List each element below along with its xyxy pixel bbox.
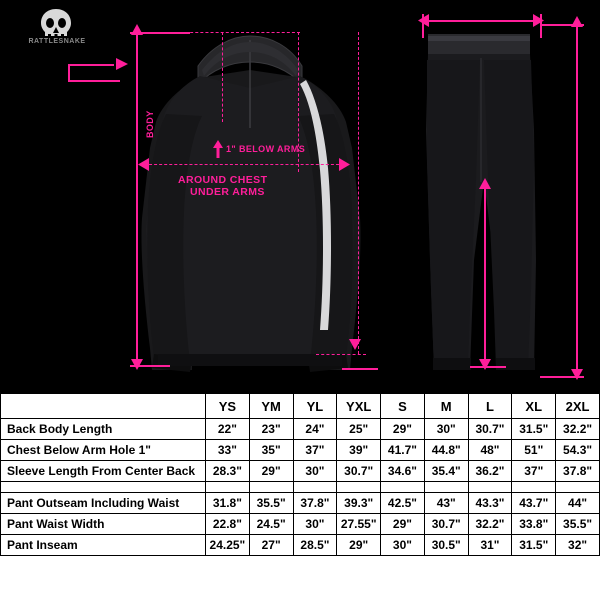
cell: 29" <box>337 535 381 556</box>
sleeve-end-tick <box>342 368 378 370</box>
cell: 22" <box>206 419 250 440</box>
cell: 42.5" <box>381 493 425 514</box>
inseam-arrow-down-icon <box>478 358 492 370</box>
spacer-cell <box>556 482 600 493</box>
pants-illustration <box>400 10 590 390</box>
shoulder-tick-left <box>68 64 70 80</box>
cell: 33.8" <box>512 514 556 535</box>
header-size-ym: YM <box>249 394 293 419</box>
waist-left-tick <box>422 14 424 38</box>
table-group-spacer <box>1 482 600 493</box>
row-label-pant-outseam: Pant Outseam Including Waist <box>1 493 206 514</box>
cell: 37.8" <box>556 461 600 482</box>
table-row <box>1 461 600 482</box>
outseam-bottom-tick <box>540 376 584 378</box>
cell: 30" <box>293 514 337 535</box>
cell: 35.5" <box>556 514 600 535</box>
outseam-arrow-down-icon <box>570 368 584 380</box>
cell: 43" <box>424 493 468 514</box>
header-size-yl: YL <box>293 394 337 419</box>
spacer-label <box>1 482 206 493</box>
cell: 32" <box>556 535 600 556</box>
cell: 25" <box>337 419 381 440</box>
spacer-cell <box>424 482 468 493</box>
cell: 30.7" <box>337 461 381 482</box>
header-size-yxl: YXL <box>337 394 381 419</box>
header-size-m: M <box>424 394 468 419</box>
cell: 24" <box>293 419 337 440</box>
neck-guide-line <box>222 32 223 122</box>
spacer-cell <box>468 482 512 493</box>
table-row <box>1 535 600 556</box>
cell: 33" <box>206 440 250 461</box>
chest-arrow-left-icon <box>138 158 150 171</box>
waist-width-line <box>422 20 540 22</box>
annotation-under-arms-label: UNDER ARMS <box>190 186 265 198</box>
cell: 32.2" <box>556 419 600 440</box>
spacer-cell <box>337 482 381 493</box>
outseam-line <box>576 24 578 376</box>
chest-arrow-right-icon <box>338 158 350 171</box>
spacer-cell <box>206 482 250 493</box>
inseam-arrow-up-icon <box>478 178 492 190</box>
pants-svg <box>400 10 590 390</box>
cell: 31.8" <box>206 493 250 514</box>
cell: 32.2" <box>468 514 512 535</box>
cell: 30" <box>293 461 337 482</box>
outseam-top-tick <box>540 24 584 26</box>
cell: 37.8" <box>293 493 337 514</box>
shoulder-guide-line <box>180 32 300 33</box>
header-size-ys: YS <box>206 394 250 419</box>
cell: 43.3" <box>468 493 512 514</box>
cell: 54.3" <box>556 440 600 461</box>
cell: 43.7" <box>512 493 556 514</box>
cell: 24.25" <box>206 535 250 556</box>
cell: 34.6" <box>381 461 425 482</box>
size-chart-table <box>0 393 600 556</box>
skull-icon <box>36 8 76 38</box>
cell: 28.5" <box>293 535 337 556</box>
cell: 24.5" <box>249 514 293 535</box>
shoulder-arrow-right-icon <box>114 58 128 70</box>
sleeve-cuff-guide <box>316 354 366 355</box>
cell: 30.5" <box>424 535 468 556</box>
body-length-line <box>136 32 138 366</box>
cell: 41.7" <box>381 440 425 461</box>
header-size-s: S <box>381 394 425 419</box>
body-arrow-up-icon <box>130 24 144 36</box>
row-label-pant-inseam: Pant Inseam <box>1 535 206 556</box>
table-row <box>1 514 600 535</box>
size-table-area <box>0 393 600 600</box>
cell: 31.5" <box>512 535 556 556</box>
cell: 35.4" <box>424 461 468 482</box>
jacket-svg <box>120 18 380 388</box>
waist-arrow-left-icon <box>418 14 430 27</box>
cell: 27" <box>249 535 293 556</box>
row-label-sleeve-length: Sleeve Length From Center Back <box>1 461 206 482</box>
brand-name: RATTLESNAKE <box>28 38 86 45</box>
cell: 29" <box>249 461 293 482</box>
cell: 30" <box>381 535 425 556</box>
spacer-cell <box>293 482 337 493</box>
table-header-row <box>1 394 600 419</box>
cell: 23" <box>249 419 293 440</box>
cell: 31.5" <box>512 419 556 440</box>
cell: 30" <box>424 419 468 440</box>
spacer-cell <box>381 482 425 493</box>
cell: 51" <box>512 440 556 461</box>
cell: 22.8" <box>206 514 250 535</box>
cell: 44.8" <box>424 440 468 461</box>
cell: 29" <box>381 514 425 535</box>
table-row <box>1 440 600 461</box>
table-row <box>1 493 600 514</box>
inseam-line <box>484 186 486 366</box>
header-size-2xl: 2XL <box>556 394 600 419</box>
header-size-xl: XL <box>512 394 556 419</box>
spacer-cell <box>249 482 293 493</box>
sleeve-arrow-down-icon <box>348 338 362 350</box>
annotation-below-arms-label: 1" BELOW ARMS <box>226 144 306 154</box>
cell: 35.5" <box>249 493 293 514</box>
sleeve-guide-vertical <box>358 32 359 354</box>
cell: 27.55" <box>337 514 381 535</box>
cell: 29" <box>381 419 425 440</box>
cell: 31" <box>468 535 512 556</box>
cell: 44" <box>556 493 600 514</box>
jacket-illustration <box>120 18 380 388</box>
cell: 39.3" <box>337 493 381 514</box>
row-label-chest-below-arm-hole: Chest Below Arm Hole 1" <box>1 440 206 461</box>
body-bottom-tick <box>130 365 170 367</box>
cell: 37" <box>512 461 556 482</box>
shoulder-tick-bottom <box>68 80 120 82</box>
waist-right-tick <box>540 14 542 38</box>
header-size-l: L <box>468 394 512 419</box>
row-label-pant-waist-width: Pant Waist Width <box>1 514 206 535</box>
table-row <box>1 419 600 440</box>
outseam-arrow-up-icon <box>570 16 584 28</box>
cell: 35" <box>249 440 293 461</box>
header-blank <box>1 394 206 419</box>
chest-measure-line <box>144 164 344 165</box>
cell: 39" <box>337 440 381 461</box>
spacer-cell <box>512 482 556 493</box>
cell: 48" <box>468 440 512 461</box>
row-label-back-body-length: Back Body Length <box>1 419 206 440</box>
cell: 30.7" <box>424 514 468 535</box>
annotation-around-chest-label: AROUND CHEST <box>178 174 268 186</box>
annotation-body-label: BODY <box>145 110 155 138</box>
cell: 37" <box>293 440 337 461</box>
cell: 36.2" <box>468 461 512 482</box>
brand-logo <box>12 8 102 56</box>
shoulder-tick-top <box>68 64 114 66</box>
below-arms-arrow-icon <box>212 140 224 158</box>
cell: 28.3" <box>206 461 250 482</box>
body-arrow-down-icon <box>130 358 144 370</box>
cell: 30.7" <box>468 419 512 440</box>
inseam-bottom-tick <box>470 366 506 368</box>
